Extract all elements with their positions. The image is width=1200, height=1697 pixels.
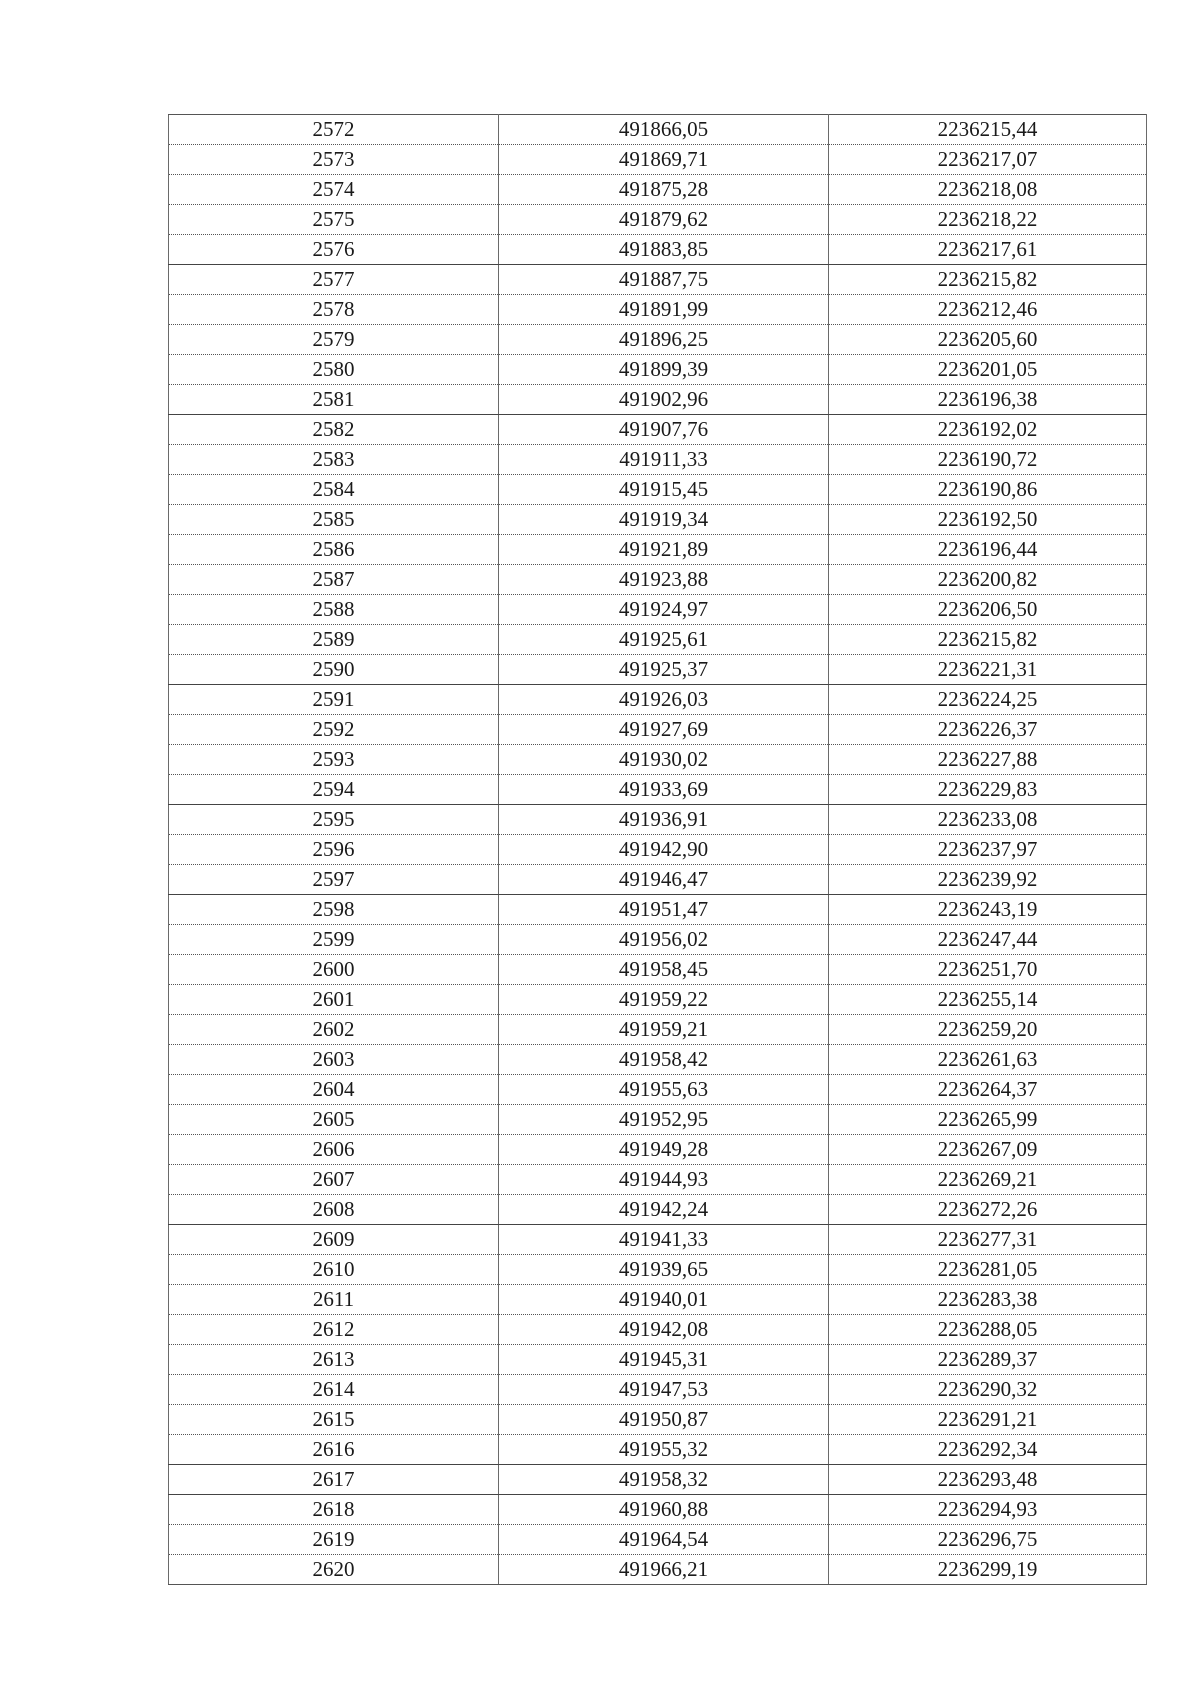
point-number-cell: 2580 [169, 355, 499, 385]
table-row [169, 775, 1147, 805]
x-coordinate-cell: 491942,24 [499, 1195, 829, 1225]
table-row [169, 325, 1147, 355]
x-coordinate-cell: 491956,02 [499, 925, 829, 955]
coordinates-table-body [169, 115, 1147, 1585]
point-number-cell: 2618 [169, 1495, 499, 1525]
point-number-cell: 2575 [169, 205, 499, 235]
table-row [169, 1225, 1147, 1255]
x-coordinate-cell: 491960,88 [499, 1495, 829, 1525]
y-coordinate-cell: 2236288,05 [829, 1315, 1147, 1345]
y-coordinate-cell: 2236192,50 [829, 505, 1147, 535]
x-coordinate-cell: 491869,71 [499, 145, 829, 175]
point-number-cell: 2579 [169, 325, 499, 355]
x-coordinate-cell: 491945,31 [499, 1345, 829, 1375]
table-row [169, 595, 1147, 625]
y-coordinate-cell: 2236239,92 [829, 865, 1147, 895]
y-coordinate-cell: 2236226,37 [829, 715, 1147, 745]
y-coordinate-cell: 2236291,21 [829, 1405, 1147, 1435]
table-row [169, 805, 1147, 835]
point-number-cell: 2607 [169, 1165, 499, 1195]
point-number-cell: 2572 [169, 115, 499, 145]
y-coordinate-cell: 2236215,44 [829, 115, 1147, 145]
table-row [169, 685, 1147, 715]
point-number-cell: 2596 [169, 835, 499, 865]
table-row [169, 1285, 1147, 1315]
table-row [169, 1555, 1147, 1585]
x-coordinate-cell: 491944,93 [499, 1165, 829, 1195]
table-row [169, 1105, 1147, 1135]
table-row [169, 835, 1147, 865]
x-coordinate-cell: 491924,97 [499, 595, 829, 625]
point-number-cell: 2611 [169, 1285, 499, 1315]
coordinates-table [168, 114, 1147, 1585]
y-coordinate-cell: 2236215,82 [829, 265, 1147, 295]
point-number-cell: 2589 [169, 625, 499, 655]
table-row [169, 415, 1147, 445]
table-row [169, 1465, 1147, 1495]
y-coordinate-cell: 2236205,60 [829, 325, 1147, 355]
x-coordinate-cell: 491966,21 [499, 1555, 829, 1585]
x-coordinate-cell: 491866,05 [499, 115, 829, 145]
y-coordinate-cell: 2236190,72 [829, 445, 1147, 475]
point-number-cell: 2605 [169, 1105, 499, 1135]
y-coordinate-cell: 2236196,38 [829, 385, 1147, 415]
point-number-cell: 2597 [169, 865, 499, 895]
x-coordinate-cell: 491887,75 [499, 265, 829, 295]
x-coordinate-cell: 491952,95 [499, 1105, 829, 1135]
table-row [169, 205, 1147, 235]
x-coordinate-cell: 491899,39 [499, 355, 829, 385]
x-coordinate-cell: 491949,28 [499, 1135, 829, 1165]
table-row [169, 1375, 1147, 1405]
point-number-cell: 2592 [169, 715, 499, 745]
y-coordinate-cell: 2236221,31 [829, 655, 1147, 685]
y-coordinate-cell: 2236218,08 [829, 175, 1147, 205]
x-coordinate-cell: 491959,21 [499, 1015, 829, 1045]
y-coordinate-cell: 2236294,93 [829, 1495, 1147, 1525]
y-coordinate-cell: 2236251,70 [829, 955, 1147, 985]
y-coordinate-cell: 2236267,09 [829, 1135, 1147, 1165]
point-number-cell: 2616 [169, 1435, 499, 1465]
point-number-cell: 2591 [169, 685, 499, 715]
point-number-cell: 2593 [169, 745, 499, 775]
y-coordinate-cell: 2236196,44 [829, 535, 1147, 565]
table-row [169, 1075, 1147, 1105]
point-number-cell: 2612 [169, 1315, 499, 1345]
y-coordinate-cell: 2236215,82 [829, 625, 1147, 655]
table-row [169, 445, 1147, 475]
y-coordinate-cell: 2236265,99 [829, 1105, 1147, 1135]
table-row [169, 655, 1147, 685]
point-number-cell: 2604 [169, 1075, 499, 1105]
x-coordinate-cell: 491930,02 [499, 745, 829, 775]
x-coordinate-cell: 491875,28 [499, 175, 829, 205]
x-coordinate-cell: 491883,85 [499, 235, 829, 265]
y-coordinate-cell: 2236281,05 [829, 1255, 1147, 1285]
y-coordinate-cell: 2236259,20 [829, 1015, 1147, 1045]
x-coordinate-cell: 491964,54 [499, 1525, 829, 1555]
x-coordinate-cell: 491941,33 [499, 1225, 829, 1255]
point-number-cell: 2598 [169, 895, 499, 925]
y-coordinate-cell: 2236272,26 [829, 1195, 1147, 1225]
y-coordinate-cell: 2236190,86 [829, 475, 1147, 505]
y-coordinate-cell: 2236292,34 [829, 1435, 1147, 1465]
point-number-cell: 2586 [169, 535, 499, 565]
y-coordinate-cell: 2236201,05 [829, 355, 1147, 385]
y-coordinate-cell: 2236269,21 [829, 1165, 1147, 1195]
x-coordinate-cell: 491951,47 [499, 895, 829, 925]
table-row [169, 1255, 1147, 1285]
point-number-cell: 2603 [169, 1045, 499, 1075]
table-row [169, 1525, 1147, 1555]
x-coordinate-cell: 491902,96 [499, 385, 829, 415]
point-number-cell: 2615 [169, 1405, 499, 1435]
y-coordinate-cell: 2236255,14 [829, 985, 1147, 1015]
point-number-cell: 2600 [169, 955, 499, 985]
x-coordinate-cell: 491911,33 [499, 445, 829, 475]
table-row [169, 265, 1147, 295]
table-row [169, 1405, 1147, 1435]
point-number-cell: 2609 [169, 1225, 499, 1255]
point-number-cell: 2576 [169, 235, 499, 265]
y-coordinate-cell: 2236192,02 [829, 415, 1147, 445]
table-row [169, 1435, 1147, 1465]
y-coordinate-cell: 2236233,08 [829, 805, 1147, 835]
table-row [169, 175, 1147, 205]
y-coordinate-cell: 2236264,37 [829, 1075, 1147, 1105]
table-row [169, 475, 1147, 505]
y-coordinate-cell: 2236293,48 [829, 1465, 1147, 1495]
table-row [169, 1315, 1147, 1345]
point-number-cell: 2606 [169, 1135, 499, 1165]
x-coordinate-cell: 491958,45 [499, 955, 829, 985]
y-coordinate-cell: 2236283,38 [829, 1285, 1147, 1315]
y-coordinate-cell: 2236212,46 [829, 295, 1147, 325]
y-coordinate-cell: 2236296,75 [829, 1525, 1147, 1555]
point-number-cell: 2594 [169, 775, 499, 805]
table-row [169, 1345, 1147, 1375]
y-coordinate-cell: 2236206,50 [829, 595, 1147, 625]
table-row [169, 505, 1147, 535]
point-number-cell: 2574 [169, 175, 499, 205]
x-coordinate-cell: 491925,61 [499, 625, 829, 655]
table-row [169, 1195, 1147, 1225]
x-coordinate-cell: 491907,76 [499, 415, 829, 445]
point-number-cell: 2587 [169, 565, 499, 595]
y-coordinate-cell: 2236217,07 [829, 145, 1147, 175]
point-number-cell: 2601 [169, 985, 499, 1015]
x-coordinate-cell: 491942,08 [499, 1315, 829, 1345]
x-coordinate-cell: 491958,32 [499, 1465, 829, 1495]
y-coordinate-cell: 2236290,32 [829, 1375, 1147, 1405]
point-number-cell: 2619 [169, 1525, 499, 1555]
table-row [169, 385, 1147, 415]
x-coordinate-cell: 491933,69 [499, 775, 829, 805]
y-coordinate-cell: 2236299,19 [829, 1555, 1147, 1585]
point-number-cell: 2578 [169, 295, 499, 325]
table-row [169, 1045, 1147, 1075]
x-coordinate-cell: 491942,90 [499, 835, 829, 865]
point-number-cell: 2595 [169, 805, 499, 835]
x-coordinate-cell: 491927,69 [499, 715, 829, 745]
point-number-cell: 2573 [169, 145, 499, 175]
x-coordinate-cell: 491915,45 [499, 475, 829, 505]
table-row [169, 235, 1147, 265]
x-coordinate-cell: 491923,88 [499, 565, 829, 595]
table-row [169, 535, 1147, 565]
x-coordinate-cell: 491959,22 [499, 985, 829, 1015]
point-number-cell: 2584 [169, 475, 499, 505]
table-row [169, 925, 1147, 955]
x-coordinate-cell: 491947,53 [499, 1375, 829, 1405]
table-row [169, 355, 1147, 385]
x-coordinate-cell: 491950,87 [499, 1405, 829, 1435]
table-row [169, 1495, 1147, 1525]
table-row [169, 625, 1147, 655]
point-number-cell: 2620 [169, 1555, 499, 1585]
table-row [169, 1165, 1147, 1195]
y-coordinate-cell: 2236243,19 [829, 895, 1147, 925]
table-row [169, 715, 1147, 745]
point-number-cell: 2577 [169, 265, 499, 295]
x-coordinate-cell: 491919,34 [499, 505, 829, 535]
x-coordinate-cell: 491879,62 [499, 205, 829, 235]
point-number-cell: 2582 [169, 415, 499, 445]
table-row [169, 985, 1147, 1015]
table-row [169, 745, 1147, 775]
y-coordinate-cell: 2236237,97 [829, 835, 1147, 865]
table-row [169, 115, 1147, 145]
point-number-cell: 2590 [169, 655, 499, 685]
y-coordinate-cell: 2236261,63 [829, 1045, 1147, 1075]
y-coordinate-cell: 2236218,22 [829, 205, 1147, 235]
y-coordinate-cell: 2236200,82 [829, 565, 1147, 595]
x-coordinate-cell: 491936,91 [499, 805, 829, 835]
y-coordinate-cell: 2236247,44 [829, 925, 1147, 955]
x-coordinate-cell: 491939,65 [499, 1255, 829, 1285]
point-number-cell: 2588 [169, 595, 499, 625]
x-coordinate-cell: 491955,32 [499, 1435, 829, 1465]
x-coordinate-cell: 491958,42 [499, 1045, 829, 1075]
point-number-cell: 2617 [169, 1465, 499, 1495]
point-number-cell: 2608 [169, 1195, 499, 1225]
table-row [169, 955, 1147, 985]
table-row [169, 865, 1147, 895]
x-coordinate-cell: 491891,99 [499, 295, 829, 325]
point-number-cell: 2583 [169, 445, 499, 475]
y-coordinate-cell: 2236289,37 [829, 1345, 1147, 1375]
y-coordinate-cell: 2236224,25 [829, 685, 1147, 715]
point-number-cell: 2599 [169, 925, 499, 955]
table-row [169, 565, 1147, 595]
y-coordinate-cell: 2236277,31 [829, 1225, 1147, 1255]
x-coordinate-cell: 491955,63 [499, 1075, 829, 1105]
y-coordinate-cell: 2236227,88 [829, 745, 1147, 775]
table-row [169, 145, 1147, 175]
point-number-cell: 2585 [169, 505, 499, 535]
point-number-cell: 2610 [169, 1255, 499, 1285]
x-coordinate-cell: 491921,89 [499, 535, 829, 565]
y-coordinate-cell: 2236217,61 [829, 235, 1147, 265]
table-row [169, 895, 1147, 925]
y-coordinate-cell: 2236229,83 [829, 775, 1147, 805]
x-coordinate-cell: 491896,25 [499, 325, 829, 355]
point-number-cell: 2602 [169, 1015, 499, 1045]
table-row [169, 1135, 1147, 1165]
point-number-cell: 2613 [169, 1345, 499, 1375]
table-row [169, 1015, 1147, 1045]
table-row [169, 295, 1147, 325]
point-number-cell: 2581 [169, 385, 499, 415]
x-coordinate-cell: 491940,01 [499, 1285, 829, 1315]
x-coordinate-cell: 491946,47 [499, 865, 829, 895]
x-coordinate-cell: 491925,37 [499, 655, 829, 685]
point-number-cell: 2614 [169, 1375, 499, 1405]
x-coordinate-cell: 491926,03 [499, 685, 829, 715]
